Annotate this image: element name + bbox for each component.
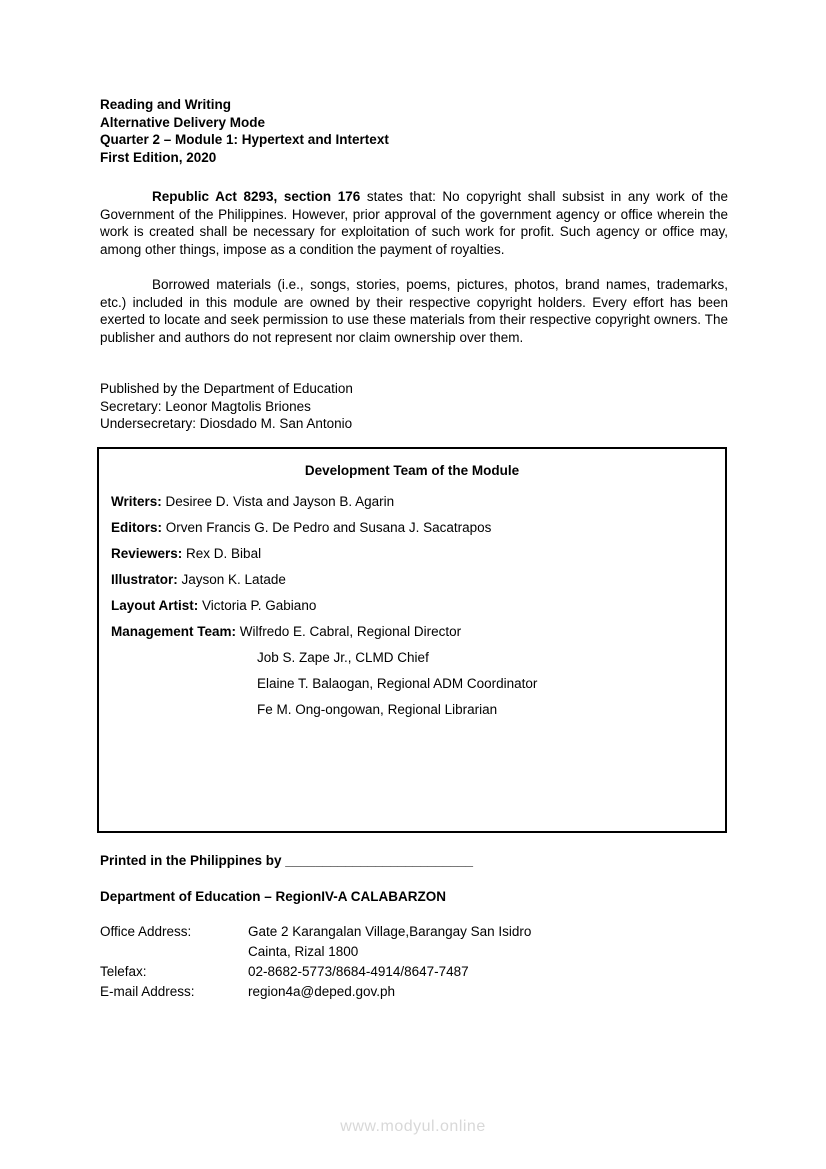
illustrator-label: Illustrator: bbox=[111, 572, 178, 587]
layout-artist-value: Victoria P. Gabiano bbox=[198, 598, 317, 613]
writers-label: Writers: bbox=[111, 494, 162, 509]
layout-artist-entry bbox=[111, 593, 713, 619]
management-team-member: Job S. Zape Jr., CLMD Chief bbox=[257, 650, 429, 665]
email-label: E-mail Address: bbox=[100, 984, 195, 999]
republic-act-bold: Republic Act 8293, section 176 bbox=[152, 189, 361, 204]
editors-label: Editors: bbox=[111, 520, 163, 535]
office-address-line-2: Cainta, Rizal 1800 bbox=[248, 944, 359, 959]
writers-value: Desiree D. Vista and Jayson B. Agarin bbox=[161, 494, 395, 509]
telefax-value: 02-8682-5773/8684-4914/8647-7487 bbox=[248, 964, 469, 979]
department-region-line: Department of Education – RegionIV-A CALABARZON bbox=[100, 889, 447, 904]
writers-entry bbox=[111, 489, 713, 515]
printed-in-philippines-line bbox=[100, 852, 728, 870]
office-address-row bbox=[100, 922, 728, 962]
printed-by-label: Printed in the Philippines by bbox=[100, 853, 286, 868]
development-team-entries bbox=[99, 489, 725, 723]
management-team-member: Elaine T. Balaogan, Regional ADM Coordinator bbox=[257, 676, 538, 691]
reviewers-entry bbox=[111, 541, 713, 567]
telefax-row bbox=[100, 962, 728, 982]
email-row bbox=[100, 982, 728, 1002]
module-title-block bbox=[100, 96, 728, 166]
illustrator-entry bbox=[111, 567, 713, 593]
management-team-entry bbox=[111, 619, 713, 645]
published-by-line: Published by the Department of Education bbox=[100, 381, 353, 396]
copyright-paragraph-1-text: states that: No copyright shall subsist in any work of the Government of the Philippines. However, prior approval of the government agency or office wherein the work is created shall be necessary for exploitation of such work for profit. Such agency or office may, among other things, impose as a condition the payment of royalties. bbox=[100, 189, 728, 257]
watermark: www.modyul.online bbox=[340, 1118, 486, 1135]
editors-entry bbox=[111, 515, 713, 541]
office-address-values bbox=[248, 922, 728, 962]
management-team-label: Management Team: bbox=[111, 624, 237, 639]
management-team-member: Fe M. Ong-ongowan, Regional Librarian bbox=[257, 702, 498, 717]
editors-value: Orven Francis G. De Pedro and Susana J. Sacatrapos bbox=[162, 520, 492, 535]
module-subject: Reading and Writing bbox=[100, 97, 231, 112]
layout-artist-label: Layout Artist: bbox=[111, 598, 199, 613]
development-team-title: Development Team of the Module bbox=[304, 463, 520, 478]
reviewers-value: Rex D. Bibal bbox=[182, 546, 262, 561]
copyright-paragraph-1 bbox=[100, 188, 728, 258]
module-quarter: Quarter 2 – Module 1: Hypertext and Intertext bbox=[100, 132, 389, 147]
telefax-label: Telefax: bbox=[100, 964, 147, 979]
contact-block bbox=[100, 922, 728, 1002]
copyright-paragraph-2: Borrowed materials (i.e., songs, stories, poems, pictures, photos, brand names, trademarks, etc.) included in this module are owned by their respective copyright holders. Every effort has been exerted to locate and seek permission to use these materials from their respective copyright owners. The publisher and authors do not represent nor claim ownership over them. bbox=[100, 277, 728, 345]
reviewers-label: Reviewers: bbox=[111, 546, 183, 561]
office-address-line-1: Gate 2 Karangalan Village,Barangay San Isidro bbox=[248, 924, 532, 939]
module-mode: Alternative Delivery Mode bbox=[100, 114, 266, 130]
development-team-box bbox=[97, 447, 727, 833]
printed-by-blank: _________________________ bbox=[285, 853, 473, 868]
publisher-block bbox=[100, 380, 728, 433]
module-edition: First Edition, 2020 bbox=[100, 149, 217, 165]
undersecretary-line: Undersecretary: Diosdado M. San Antonio bbox=[100, 416, 353, 431]
secretary-line: Secretary: Leonor Magtolis Briones bbox=[100, 398, 311, 414]
office-address-label: Office Address: bbox=[100, 924, 192, 939]
email-value: region4a@deped.gov.ph bbox=[248, 984, 396, 999]
management-team-value: Wilfredo E. Cabral, Regional Director bbox=[236, 624, 462, 639]
illustrator-value: Jayson K. Latade bbox=[177, 572, 286, 587]
